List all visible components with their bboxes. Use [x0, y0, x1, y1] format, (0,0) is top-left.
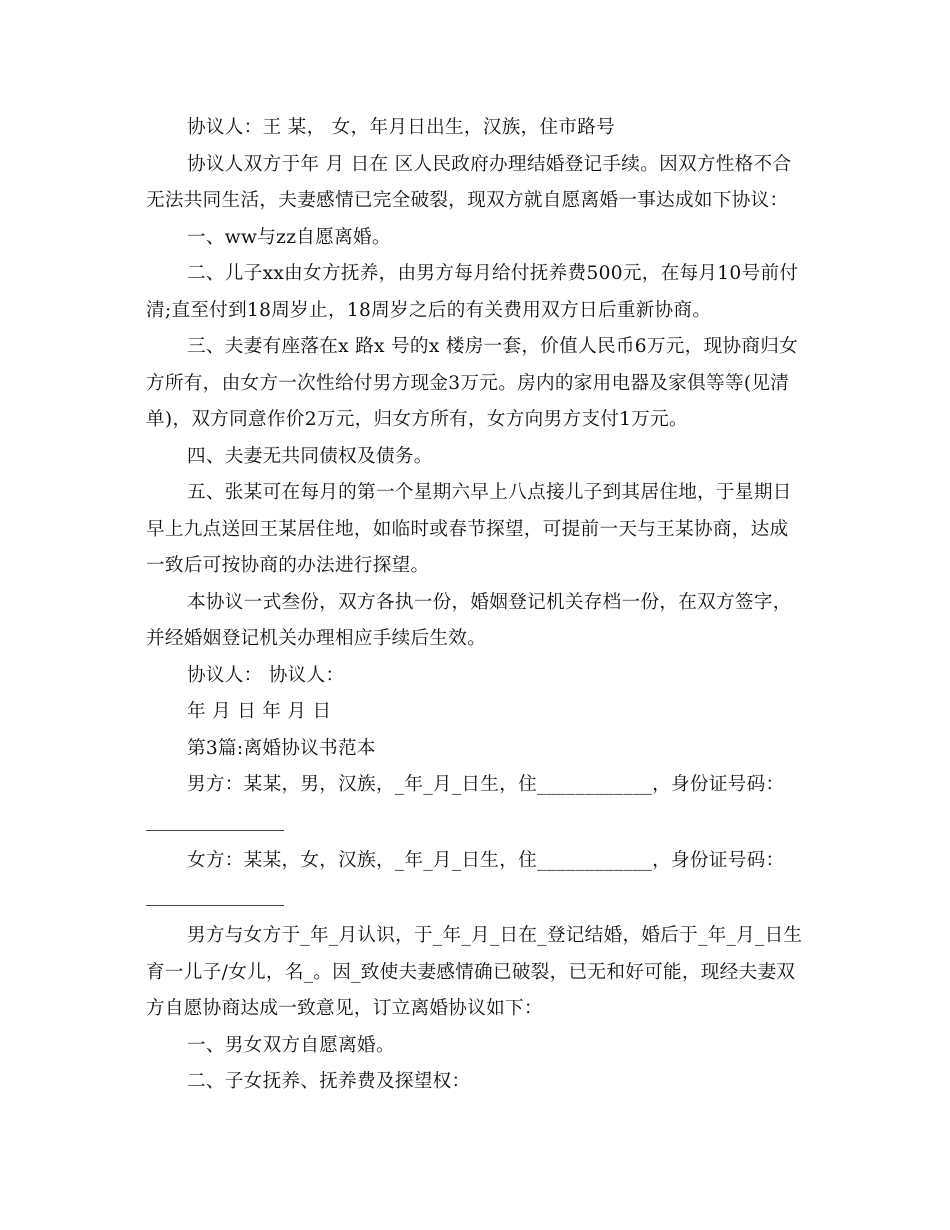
clause-5: 五、张某可在每月的第一个星期六早上八点接儿子到其居住地，于星期日早上九点送回王某居住地，如临时或春节探望，可提前一天与王某协商，达成一致后可按协商的办法进行探望。	[146, 482, 792, 576]
clause-2: 二、儿子xx由女方抚养，由男方每月给付抚养费500元，在每月10号前付清;直至付到18周岁止，18周岁之后的有关费用双方日后重新协商。	[146, 263, 799, 321]
date-line: 年 月 日 年 月 日	[187, 701, 332, 722]
party-line-wang: 协议人：王 某， 女，年月日出生，汉族，住市路号	[187, 117, 616, 138]
marriage-history-paragraph: 男方与女方于_年_月认识，于_年_月_日在_登记结婚，婚后于_年_月_日生育一儿子/女儿，名_。因_致使夫妻感情确已破裂，已无和好可能，现经夫妻双方自愿协商达成一致意见，订立离婚协议如下：	[146, 925, 803, 1019]
copies-paragraph: 本协议一式叁份，双方各执一份，婚姻登记机关存档一份，在双方签字，并经婚姻登记机关办理相应手续后生效。	[146, 591, 792, 649]
id-number-blank-female	[146, 883, 284, 906]
id-number-blank-male	[146, 808, 284, 831]
female-party-line: 女方：某某，女，汉族，_年_月_日生，住____________，身份证号码：	[187, 849, 785, 871]
clause-1: 一、ww与zz自愿离婚。	[187, 226, 391, 248]
clause-3: 三、夫妻有座落在x 路x 号的x 楼房一套，价值人民币6万元，现协商归女方所有，由女方一次性给付男方现金3万元。房内的家用电器及家俱等等(见清单)，双方同意作价2万元，归女方所有，女方向男方支付1万元。	[146, 336, 799, 430]
signature-line: 协议人： 协议人：	[187, 664, 345, 686]
male-party-line: 男方：某某，男，汉族，_年_月_日生，住____________，身份证号码：	[187, 774, 785, 795]
clause-4: 四、夫妻无共同债权及债务。	[187, 445, 433, 467]
agreement-clause-2: 二、子女抚养、抚养费及探望权：	[187, 1071, 471, 1092]
section-heading: 第3篇:离婚协议书范本	[187, 737, 376, 759]
background-paragraph: 协议人双方于年 月 日在 区人民政府办理结婚登记手续。因双方性格不合无法共同生活，夫妻感情已完全破裂，现双方就自愿离婚一事达成如下协议：	[146, 153, 792, 211]
agreement-clause-1: 一、男女双方自愿离婚。	[187, 1034, 395, 1056]
